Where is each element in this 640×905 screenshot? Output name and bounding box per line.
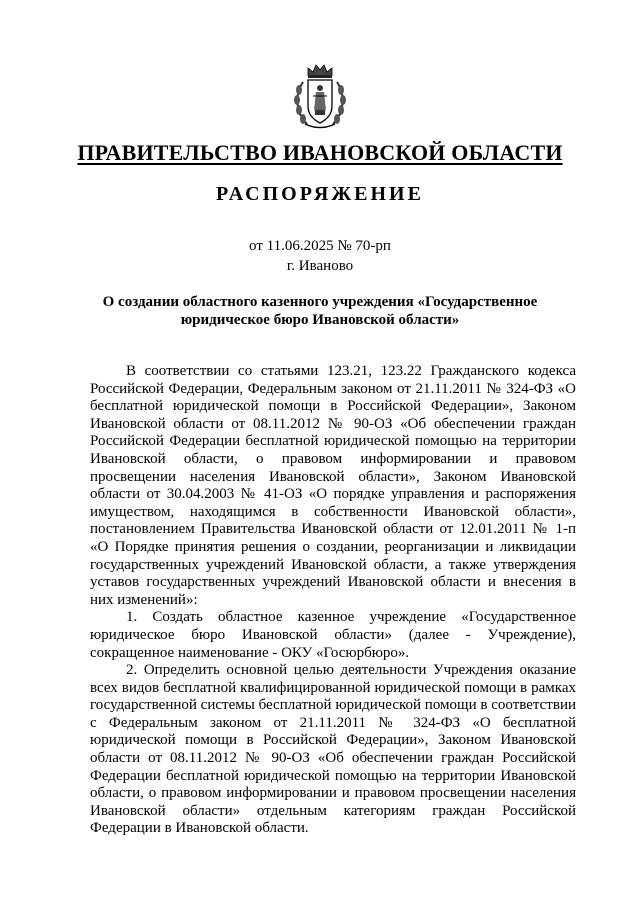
document-body — [90, 363, 576, 838]
ivanovo-coat-of-arms-icon — [291, 62, 349, 132]
document-date-number: от 11.06.2025 № 70-рп — [249, 238, 391, 254]
item-2-paragraph: 2. Определить основной целью деятельности Учреждения оказание всех видов бесплатной квалифицированной юридической помощи в рамках государственной системы бесплатной юридической помощи в соответствии с Федеральным законом от 21.11.2011 № 324-ФЗ «О бесплатной юридической помощи в Российской Федерации», Законом Ивановской области от 08.11.2012 № 90-ОЗ «Об обеспечении граждан Российской Федерации бесплатной юридической помощью на территории Ивановской области, о правовом информировании и правовом просвещении населения Ивановской области» отдельным категориям граждан Российской Федерации в Ивановской области. — [90, 662, 576, 837]
item-1-paragraph: 1. Создать областное казенное учреждение «Государственное юридическое бюро Ивановской области» (далее - Учреждение), сокращенное наименование - ОКУ «Госюрбюро». — [90, 609, 576, 661]
document-city: г. Иваново — [286, 258, 354, 274]
preamble-paragraph: В соответствии со статьями 123.21, 123.22 Гражданского кодекса Российской Федерации, Федеральным законом от 21.11.2011 № 324-ФЗ «О бесплатной юридической помощи в Российской Федерации», Законом Ивановской области от 08.11.2012 № 90-ОЗ «Об обеспечении граждан Российской Федерации бесплатной юридической помощью на территории Ивановской области, о правовом информировании и правовом просвещении населения Ивановской области», Законом Ивановской области от 30.04.2003 № 41-ОЗ «О порядке управления и распоряжения имуществом, находящимся в собственности Ивановской области», постановлением Правительства Ивановской области от 12.01.2011 № 1-п «О Порядке принятия решения о создании, реорганизации и ликвидации государственных учреждений Ивановской области, а также утверждения уставов государственных учреждений Ивановской области и внесения в них изменений»: — [90, 363, 576, 608]
document-subject: О создании областного казенного учреждения «Государственное юридическое бюро Ивановской области» — [102, 294, 538, 328]
government-title: ПРАВИТЕЛЬСТВО ИВАНОВСКОЙ ОБЛАСТИ — [77, 140, 563, 165]
document-type: РАСПОРЯЖЕНИЕ — [216, 183, 424, 205]
